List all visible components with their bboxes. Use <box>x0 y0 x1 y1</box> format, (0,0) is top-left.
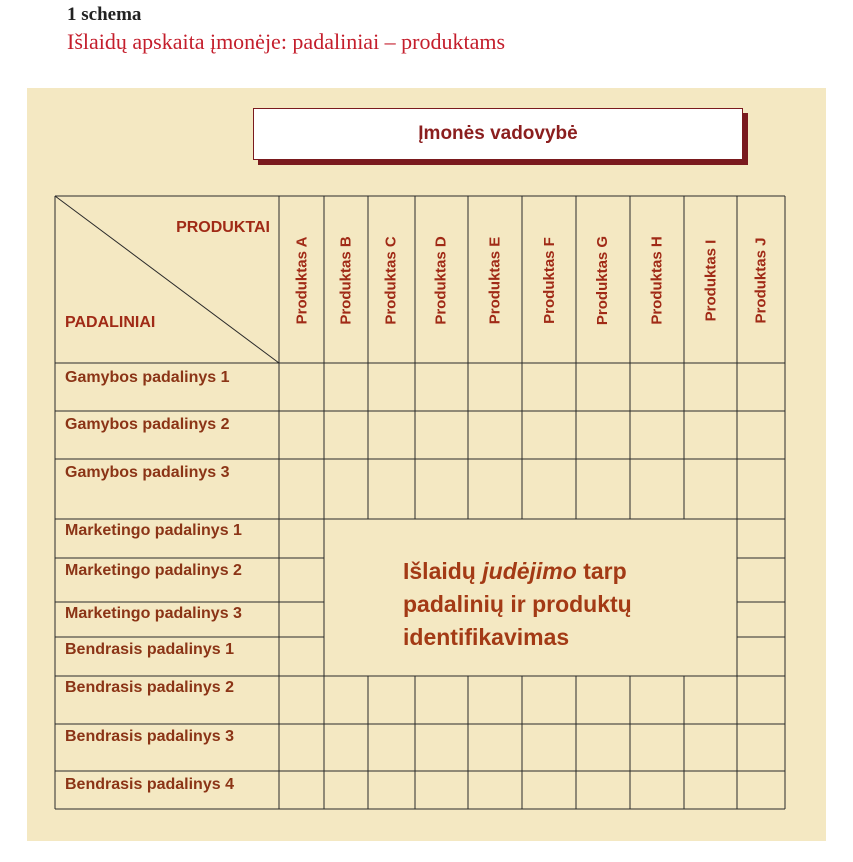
column-header-label: Produktas E <box>486 236 504 324</box>
column-header <box>750 228 772 332</box>
row-header: Bendrasis padalinys 3 <box>65 728 234 745</box>
row-header: Marketingo padalinys 2 <box>65 562 242 579</box>
row-header: Bendrasis padalinys 2 <box>65 679 234 696</box>
column-header-label: Produktas J <box>752 237 770 323</box>
figure-number: 1 schema <box>67 4 142 25</box>
column-header-label: Produktas I <box>702 239 719 321</box>
column-header-label: Produktas G <box>594 235 612 325</box>
column-header <box>431 228 453 332</box>
column-header <box>538 228 560 332</box>
row-header: Gamybos padalinys 3 <box>65 464 230 481</box>
column-header-label: Produktas F <box>540 236 558 324</box>
corner-label-departments: PADALINIAI <box>65 314 156 331</box>
corner-label-products: PRODUKTAI <box>176 219 270 236</box>
center-text-part1: Išlaidų <box>403 558 483 584</box>
row-header: Gamybos padalinys 2 <box>65 416 230 433</box>
column-header-label: Produktas H <box>648 235 666 325</box>
column-header <box>381 228 403 332</box>
row-header: Gamybos padalinys 1 <box>65 369 230 386</box>
center-text-emphasis: judėjimo <box>482 558 577 584</box>
column-header <box>700 228 722 332</box>
row-header: Marketingo padalinys 3 <box>65 605 242 622</box>
figure-title: Išlaidų apskaita įmonėje: padaliniai – produktams <box>67 29 506 54</box>
column-header-label: Produktas D <box>433 235 451 325</box>
management-box: Įmonės vadovybė <box>253 108 743 160</box>
column-header <box>646 228 668 332</box>
column-header <box>291 228 313 332</box>
column-header <box>335 228 357 332</box>
center-annotation <box>403 555 723 654</box>
column-header <box>484 228 506 332</box>
center-text-part2: tarp padalinių ir produktų identifikavimas <box>403 558 632 650</box>
row-header: Bendrasis padalinys 1 <box>65 641 234 658</box>
column-header-label: Produktas A <box>293 236 311 324</box>
column-header <box>592 228 614 332</box>
row-header: Marketingo padalinys 1 <box>65 522 242 539</box>
row-header: Bendrasis padalinys 4 <box>65 776 234 793</box>
column-header-label: Produktas C <box>383 235 401 325</box>
column-header-label: Produktas B <box>337 235 355 325</box>
